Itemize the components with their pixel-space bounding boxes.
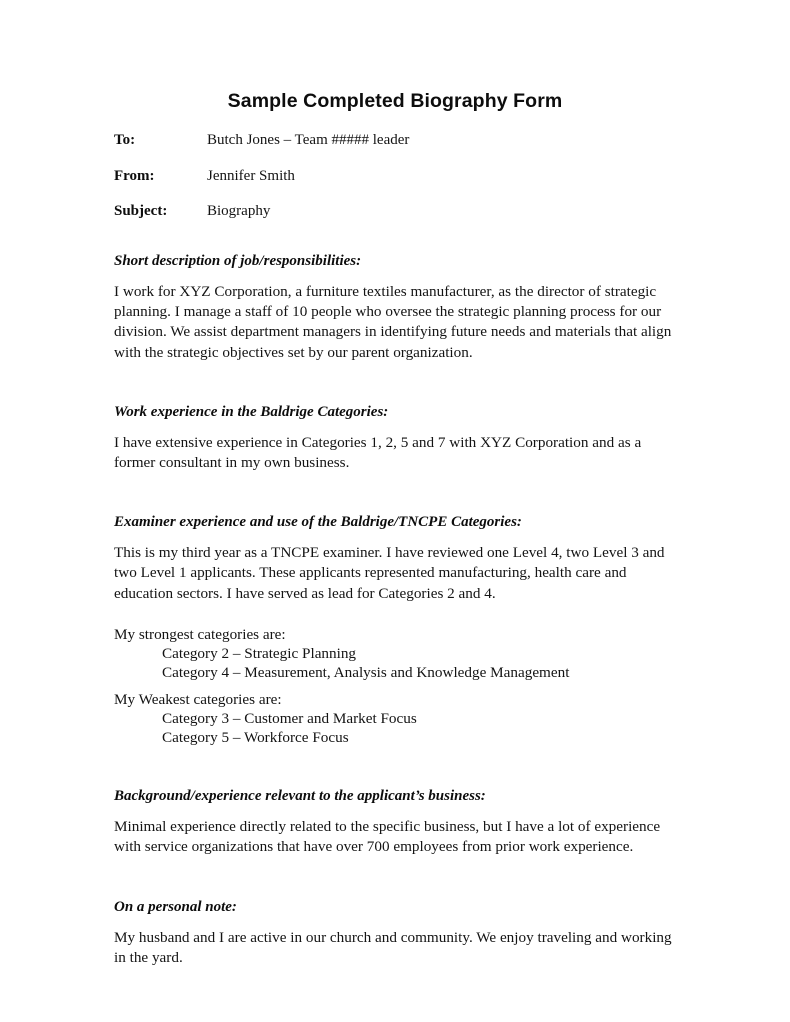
list-gap — [114, 682, 684, 690]
memo-label-to: To: — [114, 132, 136, 148]
memo-row-to — [114, 131, 714, 167]
memo-value-subject: Biography — [207, 203, 271, 219]
paragraph-gap — [114, 604, 684, 625]
section-heading-work-experience: Work experience in the Baldrige Categories: — [114, 403, 389, 420]
section-paragraph-examiner-experience: This is my third year as a TNCPE examiner. I have reviewed one Level 4, two Level 3 and two Level 1 applicants. These applicants represented manufacturing, health care and education sectors. I have served as lead for Categories 2 and 4. — [114, 544, 665, 602]
section-background — [114, 787, 684, 857]
section-job-description — [114, 252, 684, 363]
section-personal-note — [114, 898, 684, 968]
section-paragraph-work-experience: I have extensive experience in Categories 1, 2, 5 and 7 with XYZ Corporation and as a former consultant in my own business. — [114, 433, 642, 472]
list-item: Category 3 – Customer and Market Focus — [162, 710, 417, 728]
section-heading-personal-note: On a personal note: — [114, 898, 237, 915]
section-gap — [114, 363, 684, 403]
section-paragraph-background: Minimal experience directly related to the specific business, but I have a lot of experience with service organizations that have over 700 employees from prior work experience. — [114, 818, 661, 856]
section-work-experience — [114, 403, 684, 473]
section-heading-job-description: Short description of job/responsibilities: — [114, 253, 362, 269]
section-paragraph-personal-note: My husband and I are active in our church and community. We enjoy traveling and working in the yard. — [114, 928, 672, 966]
strongest-categories-block — [114, 625, 684, 682]
section-examiner-experience — [114, 513, 684, 747]
section-heading-examiner-experience: Examiner experience and use of the Baldrige/TNCPE Categories: — [114, 514, 522, 531]
memo-value-from: Jennifer Smith — [207, 167, 295, 184]
list-item: Category 4 – Measurement, Analysis and Knowledge Management — [162, 663, 570, 681]
section-gap — [114, 747, 684, 787]
page-title: Sample Completed Biography Form — [227, 90, 563, 112]
section-gap — [114, 858, 684, 898]
section-paragraph-job-description: I work for XYZ Corporation, a furniture textiles manufacturer, as the director of strategic planning. I manage a staff of 10 people who oversee the strategic planning process for our division. We assist department managers in identifying future needs and materials that align with the strategic objectives set by our parent organization. — [114, 283, 672, 361]
strongest-categories-intro: My strongest categories are: — [114, 625, 286, 643]
weakest-categories-block — [114, 690, 684, 747]
list-item: Category 5 – Workforce Focus — [162, 728, 349, 746]
memo-label-from: From: — [114, 167, 155, 184]
list-item: Category 2 – Strategic Planning — [162, 645, 357, 663]
section-gap — [114, 473, 684, 513]
document-body — [114, 252, 684, 968]
memo-value-to: Butch Jones – Team ##### leader — [207, 132, 410, 148]
memo-row-from — [114, 167, 714, 203]
weakest-categories-intro: My Weakest categories are: — [114, 691, 282, 709]
section-heading-background: Background/experience relevant to the applicant’s business: — [114, 788, 486, 805]
memo-row-subject — [114, 202, 714, 238]
memo-label-subject: Subject: — [114, 203, 168, 219]
memo-header-block — [114, 131, 714, 238]
